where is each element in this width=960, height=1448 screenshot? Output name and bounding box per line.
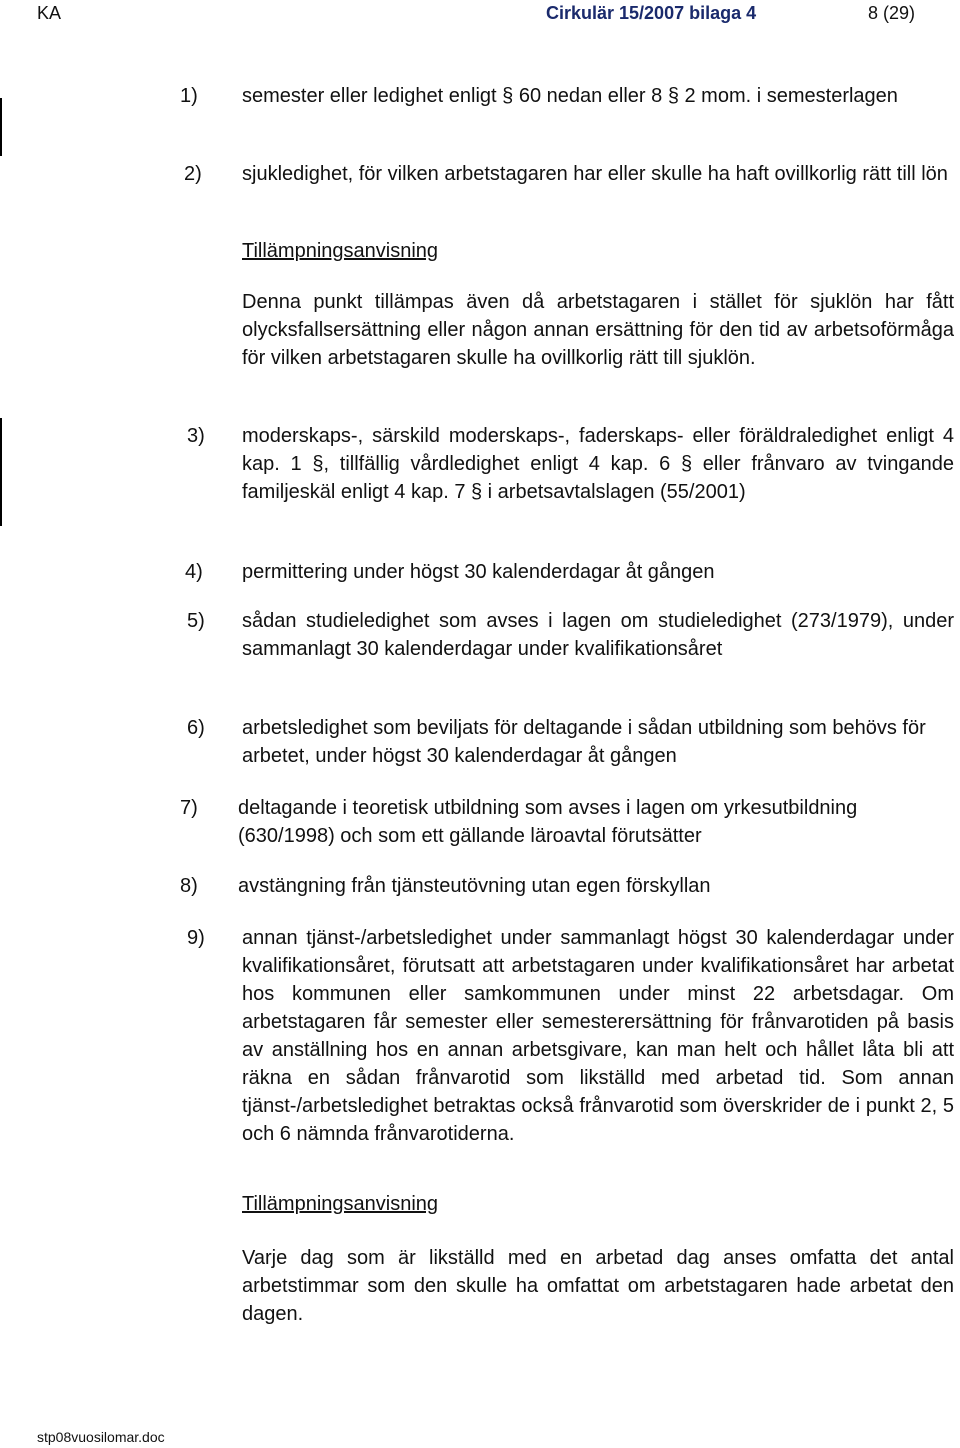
item-text: sådan studieledighet som avses i lagen om studieledighet (273/1979), under sammanlagt 30 kalenderdagar under kvalifikationsåret bbox=[242, 610, 954, 660]
item-number: 2) bbox=[184, 163, 202, 185]
item-number: 9) bbox=[187, 927, 205, 949]
note-heading: Tillämpningsanvisning bbox=[242, 240, 439, 262]
footer-filename: stp08vuosilomar.doc bbox=[37, 1429, 165, 1445]
item-number: 6) bbox=[187, 717, 205, 739]
change-bar bbox=[0, 418, 2, 526]
change-bar bbox=[0, 98, 2, 156]
item-number: 4) bbox=[185, 561, 203, 583]
item-text: semester eller ledighet enligt § 60 nedan eller 8 § 2 mom. i semesterlagen bbox=[242, 85, 898, 107]
item-text: deltagande i teoretisk utbildning som avses i lagen om yrkesutbildning (630/1998) och som ett gällande läroavtal förutsätter bbox=[238, 797, 858, 847]
item-number: 3) bbox=[187, 425, 205, 447]
item-number: 7) bbox=[180, 797, 198, 819]
note-text: Varje dag som är likställd med en arbetad dag anses omfatta det antal arbetstimmar som den skulle ha omfattat om arbetstagaren hade arbetat den dagen. bbox=[242, 1247, 954, 1325]
item-number: 1) bbox=[180, 85, 198, 107]
item-text: permittering under högst 30 kalenderdagar åt gången bbox=[242, 561, 715, 583]
note-text: Denna punkt tillämpas även då arbetstagaren i stället för sjuklön har fått olycksfallsersättning eller någon annan ersättning för den tid av arbetsoförmåga för vilken arbetstagaren skulle ha ovillkorlig rätt till sjuklön. bbox=[242, 291, 954, 369]
header-title: Cirkulär 15/2007 bilaga 4 bbox=[546, 3, 757, 23]
item-text: annan tjänst-/arbetsledighet under sammanlagt högst 30 kalenderdagar under kvalifikationsåret, förutsatt att arbetstagaren under kvalifikationsåret har arbetat hos kommunen eller samkommunen under minst 22 arbetsdagar. Om arbetstagaren får semester eller semesterersättning för frånvarotiden på basis av anställning hos en annan arbetsgivare, kan man helt och hållet låta bli att räkna en sådan frånvarotid som likställd med arbetad tid. Som annan tjänst-/arbetsledighet betraktas också frånvarotid som överskrider de i punkt 2, 5 och 6 nämnda frånvarotiderna. bbox=[242, 927, 954, 1145]
item-text: avstängning från tjänsteutövning utan egen förskyllan bbox=[238, 875, 711, 897]
item-text: moderskaps-, särskild moderskaps-, faderskaps- eller föräldraledighet enligt 4 kap. 1 §, tillfällig vårdledighet enligt 4 kap. 6 § eller frånvaro av tvingande familjeskäl enligt 4 kap. 7 § i arbetsavtalslagen (55/2001) bbox=[242, 425, 954, 503]
note-heading: Tillämpningsanvisning bbox=[242, 1193, 439, 1215]
item-number: 8) bbox=[180, 875, 198, 897]
header-page-number: 8 (29) bbox=[868, 3, 916, 23]
header-org: KA bbox=[37, 3, 62, 23]
item-number: 5) bbox=[187, 610, 205, 632]
item-text: sjukledighet, för vilken arbetstagaren har eller skulle ha haft ovillkorlig rätt till lön bbox=[242, 163, 948, 185]
item-text: arbetsledighet som beviljats för deltagande i sådan utbildning som behövs för arbetet, under högst 30 kalenderdagar åt gången bbox=[242, 717, 926, 767]
page-header bbox=[0, 0, 960, 40]
